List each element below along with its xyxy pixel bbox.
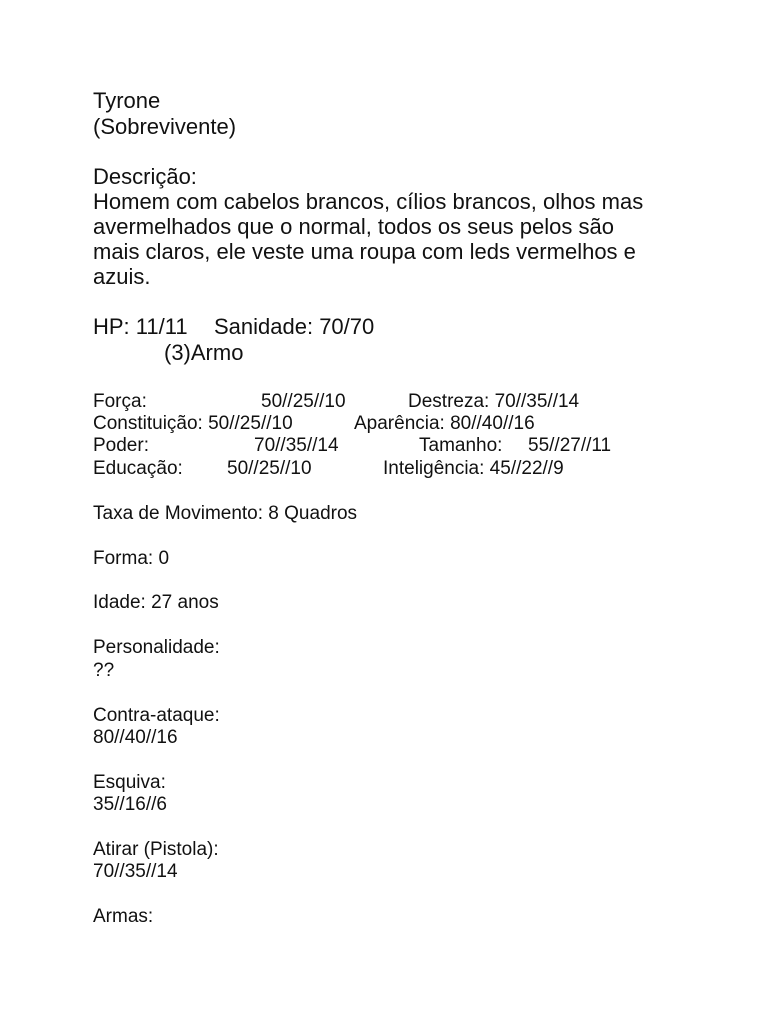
sanity-value: Sanidade: 70/70	[214, 314, 375, 339]
forca-value: 50//25//10	[261, 391, 346, 412]
idade-value: Idade: 27 anos	[93, 592, 219, 613]
personalidade-value: ??	[93, 660, 115, 681]
atirar-pistola-label: Atirar (Pistola):	[93, 839, 219, 860]
movement-rate: Taxa de Movimento: 8 Quadros	[93, 503, 358, 524]
poder-label: Poder:	[93, 435, 149, 456]
hp-value: HP: 11/11	[93, 314, 188, 339]
tamanho-label: Tamanho:	[419, 435, 503, 456]
forma-value: Forma: 0	[93, 548, 170, 569]
description-line-4: azuis.	[93, 264, 151, 289]
character-name: Tyrone	[93, 88, 161, 113]
character-role: (Sobrevivente)	[93, 114, 237, 139]
esquiva-label: Esquiva:	[93, 772, 166, 793]
personalidade-label: Personalidade:	[93, 637, 220, 658]
description-line-3: mais claros, ele veste uma roupa com leds vermelhos e	[93, 239, 636, 264]
description-label: Descrição:	[93, 164, 197, 189]
armas-label: Armas:	[93, 906, 154, 927]
educacao-label: Educação:	[93, 458, 183, 479]
tamanho-value: 55//27//11	[528, 435, 612, 456]
poder-value: 70//35//14	[254, 435, 339, 456]
destreza-value: Destreza: 70//35//14	[408, 391, 580, 412]
constituicao-value: Constituição: 50//25//10	[93, 413, 293, 434]
description-line-1: Homem com cabelos brancos, cílios brancos, olhos mas	[93, 189, 644, 214]
contra-ataque-label: Contra-ataque:	[93, 705, 220, 726]
aparencia-value: Aparência: 80//40//16	[354, 413, 535, 434]
armor-value: (3)Armo	[164, 340, 244, 365]
atirar-pistola-value: 70//35//14	[93, 861, 178, 882]
esquiva-value: 35//16//6	[93, 794, 167, 815]
inteligencia-value: Inteligência: 45//22//9	[383, 458, 564, 479]
contra-ataque-value: 80//40//16	[93, 727, 178, 748]
educacao-value: 50//25//10	[227, 458, 312, 479]
description-line-2: avermelhados que o normal, todos os seus pelos são	[93, 214, 614, 239]
forca-label: Força:	[93, 391, 147, 412]
